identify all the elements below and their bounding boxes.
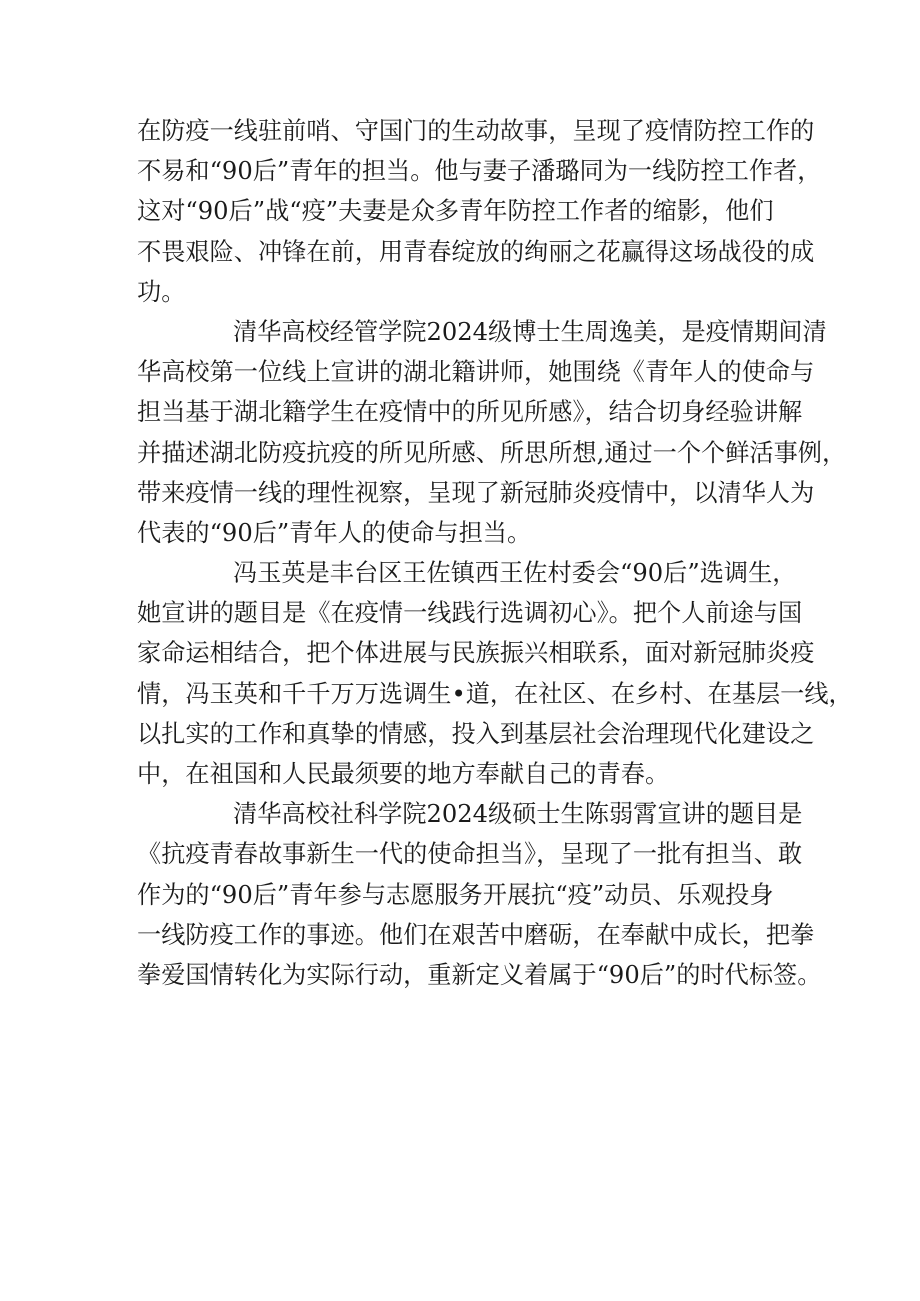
text-line: 功。 bbox=[137, 277, 186, 306]
text-line: 这对“90后”战“疫”夫妻是众多青年防控工作者的缩影，他们 bbox=[137, 197, 774, 226]
document-body bbox=[137, 111, 853, 995]
text-line: 带来疫情一线的理性视察，呈现了新冠肺炎疫情中，以清华人为 bbox=[137, 478, 815, 507]
text-line: 清华高校经管学院2024级博士生周逸美，是疫情期间清 bbox=[233, 317, 827, 346]
text-line: 在防疫一线驻前哨、守国门的生动故事，呈现了疫情防控工作的 bbox=[137, 117, 815, 145]
text-line: 她宣讲的题目是《在疫情一线践行选调初心》。把个人前途与国 bbox=[137, 599, 803, 628]
text-line: 不易和“90后”青年的担当。他与妻子潘璐同为一线防控工作者， bbox=[137, 157, 822, 186]
text-line: 担当基于湖北籍学生在疫情中的所见所感》，结合切身经验讲解 bbox=[137, 398, 803, 427]
paragraph bbox=[137, 111, 822, 312]
text-line: 情，冯玉英和千千万万选调生•道，在社区、在乡村、在基层一线， bbox=[137, 679, 853, 708]
text-line: 不畏艰险、冲锋在前，用青春绽放的绚丽之花赢得这场战役的成 bbox=[137, 237, 815, 266]
text-line: 一线防疫工作的事迹。他们在艰苦中磨砺，在奉献中成长，把拳 bbox=[137, 920, 815, 949]
text-line: 中，在祖国和人民最须要的地方奉献自己的青春。 bbox=[137, 760, 670, 788]
paragraph bbox=[137, 553, 853, 794]
text-line: 《抗疫青春故事新生一代的使命担当》，呈现了一批有担当、敢 bbox=[137, 840, 803, 869]
text-line: 清华高校社科学院2024级硕士生陈弱霄宣讲的题目是 bbox=[233, 800, 803, 829]
paragraph bbox=[137, 794, 822, 995]
text-line: 拳爱国情转化为实际行动，重新定义着属于“90后”的时代标签。 bbox=[137, 960, 822, 989]
text-line: 冯玉英是丰台区王佐镇西王佐村委会“90后”选调生， bbox=[233, 559, 797, 588]
paragraph bbox=[137, 312, 847, 553]
text-line: 作为的“90后”青年参与志愿服务开展抗“疫”动员、乐观投身 bbox=[137, 880, 774, 909]
text-line: 以扎实的工作和真挚的情感，投入到基层社会治理现代化建设之 bbox=[137, 719, 815, 748]
text-line: 华高校第一位线上宣讲的湖北籍讲师，她围绕《青年人的使命与 bbox=[137, 358, 815, 387]
text-line: 家命运相结合，把个体进展与民族振兴相联系，面对新冠肺炎疫 bbox=[137, 639, 815, 668]
text-line: 代表的“90后”青年人的使命与担当。 bbox=[137, 518, 532, 547]
text-line: 并描述湖北防疫抗疫的所见所感、所思所想,通过一个个鲜活事例， bbox=[137, 438, 847, 467]
